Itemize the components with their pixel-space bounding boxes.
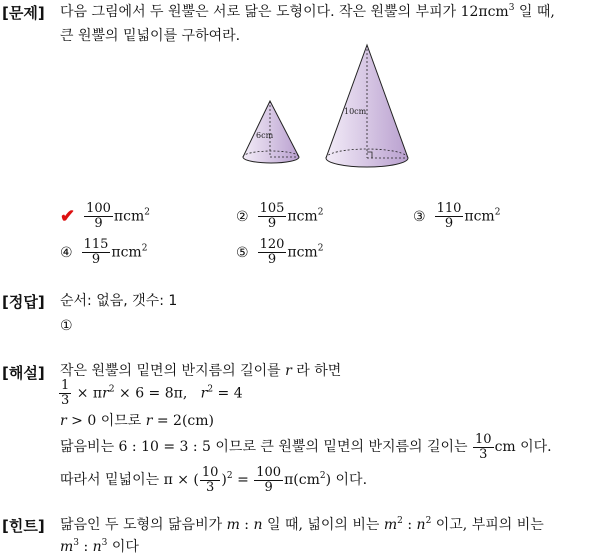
superscript: 2: [108, 384, 115, 395]
solution-text: ) 이다.: [325, 472, 368, 488]
large-cone: [326, 45, 408, 167]
superscript: 2: [207, 384, 214, 395]
superscript: 2: [397, 516, 403, 526]
option-unit: πcm: [113, 208, 145, 225]
solution-text: cm 이다.: [494, 439, 552, 455]
answer-tag: [정답]: [2, 293, 45, 311]
fraction-denominator: 9: [91, 252, 101, 267]
hint-text: :: [402, 517, 417, 533]
hint-text: 이고, 부피의 비는: [431, 517, 544, 533]
option-value: [83, 202, 150, 231]
fraction-denominator: 3: [479, 446, 488, 462]
option-value: [81, 238, 148, 267]
superscript: 2: [144, 207, 150, 218]
fraction-numerator: 10: [201, 464, 219, 480]
option-1[interactable]: [60, 202, 150, 231]
superscript: 3: [101, 538, 108, 548]
fraction-denominator: 9: [94, 216, 103, 231]
hint-line-2: [60, 538, 139, 556]
option-unit: πcm: [287, 208, 318, 225]
superscript: 2: [317, 243, 324, 254]
fraction-numerator: 10: [475, 431, 492, 447]
small-cone-label: 6cm: [256, 131, 274, 140]
small-cone: [243, 101, 299, 163]
fraction-denominator: 9: [267, 216, 277, 231]
fraction-denominator: 3: [206, 479, 215, 495]
solution-text: 라 하면: [291, 363, 342, 379]
fraction-numerator: 105: [259, 201, 285, 216]
solution-line-3: [60, 412, 214, 430]
math-text: = 4: [213, 385, 243, 402]
fraction-numerator: 100: [86, 201, 111, 216]
fraction-numerator: 100: [256, 464, 282, 480]
solution-text: =: [232, 472, 254, 488]
hint-text: :: [79, 539, 93, 555]
solution-text: = 2(cm): [152, 413, 214, 429]
math-var: r: [145, 413, 153, 429]
hint-text: 닮음인 두 도형의 닮음비가: [60, 517, 227, 533]
option-marker: ⑤: [236, 244, 249, 261]
fraction-denominator: 9: [444, 216, 454, 231]
solution-text: 따라서 밑넓이는 π × (: [60, 472, 199, 488]
solution-text: > 0 이므로: [66, 413, 146, 429]
answer-text: 순서: 없음, 갯수: 1: [60, 293, 178, 309]
fraction-denominator: 9: [264, 479, 273, 495]
hint-text: :: [239, 517, 254, 533]
cone-figure: [236, 38, 416, 178]
math-var: m: [226, 517, 240, 533]
option-4[interactable]: [60, 238, 147, 267]
option-unit: πcm: [464, 208, 495, 225]
solution-line-1: [60, 362, 341, 380]
fraction-numerator: 110: [436, 201, 462, 216]
fraction-denominator: 3: [61, 393, 70, 408]
solution-line-2: [58, 379, 243, 408]
option-marker: ②: [236, 208, 249, 225]
superscript: 2: [226, 471, 233, 481]
option-unit: πcm: [287, 244, 318, 261]
hint-text: 일 때, 넓이의 비는: [262, 517, 384, 533]
solution-tag: [해설]: [2, 364, 45, 382]
superscript: 2: [425, 516, 432, 526]
fraction-numerator: 1: [61, 378, 70, 393]
math-var: n: [92, 539, 102, 555]
math-var: r: [285, 363, 292, 379]
solution-text: ): [221, 472, 227, 488]
solution-text: 닮음비는 6 : 10 = 3 : 5 이므로 큰 원뿔의 밑면의 반지름의 길이는: [60, 439, 473, 455]
problem-line-1: [60, 3, 555, 21]
math-var: r: [200, 385, 208, 402]
superscript: 2: [141, 243, 148, 254]
solution-line-4: [60, 430, 552, 464]
option-unit: πcm: [111, 244, 142, 261]
fraction-numerator: 120: [259, 237, 285, 252]
solution-line-5: [60, 463, 367, 497]
math-var: n: [416, 517, 426, 533]
solution-text: π(cm: [284, 472, 320, 488]
superscript: 2: [319, 471, 326, 481]
superscript: 3: [73, 538, 80, 548]
option-5[interactable]: [236, 238, 323, 267]
problem-text: 다음 그림에서 두 원뿔은 서로 닮은 도형이다. 작은 원뿔의 부피가 12πcm: [60, 4, 509, 20]
option-marker: ③: [413, 208, 426, 225]
math-var: n: [253, 517, 263, 533]
option-value: [257, 202, 324, 231]
math-var: m: [60, 539, 74, 555]
check-icon: ✔: [60, 206, 76, 227]
option-marker: ④: [60, 244, 73, 261]
hint-tag: [힌트]: [2, 517, 45, 535]
hint-line-1: [60, 516, 544, 534]
option-3[interactable]: [413, 202, 500, 231]
math-var: r: [60, 413, 67, 429]
solution-text: 작은 원뿔의 밑면의 반지름의 길이를: [60, 363, 286, 379]
answer-value: ①: [60, 318, 73, 334]
fraction-numerator: 115: [83, 237, 109, 252]
option-2[interactable]: [236, 202, 323, 231]
problem-line-2: 큰 원뿔의 밑넓이를 구하여라.: [60, 28, 241, 44]
superscript: 3: [508, 3, 515, 13]
superscript: 2: [494, 207, 501, 218]
problem-text: 일 때,: [514, 4, 555, 20]
option-value: [257, 238, 324, 267]
math-text: × π: [72, 385, 103, 402]
option-value: [434, 202, 501, 231]
superscript: 2: [317, 207, 324, 218]
hint-text: 이다: [107, 539, 139, 555]
math-var: m: [383, 517, 398, 533]
math-var: r: [102, 385, 109, 402]
problem-tag: [문제]: [2, 4, 45, 22]
math-text: × 6 = 8π,: [114, 385, 201, 402]
fraction-denominator: 9: [267, 252, 277, 267]
large-cone-label: 10cm: [344, 107, 367, 116]
